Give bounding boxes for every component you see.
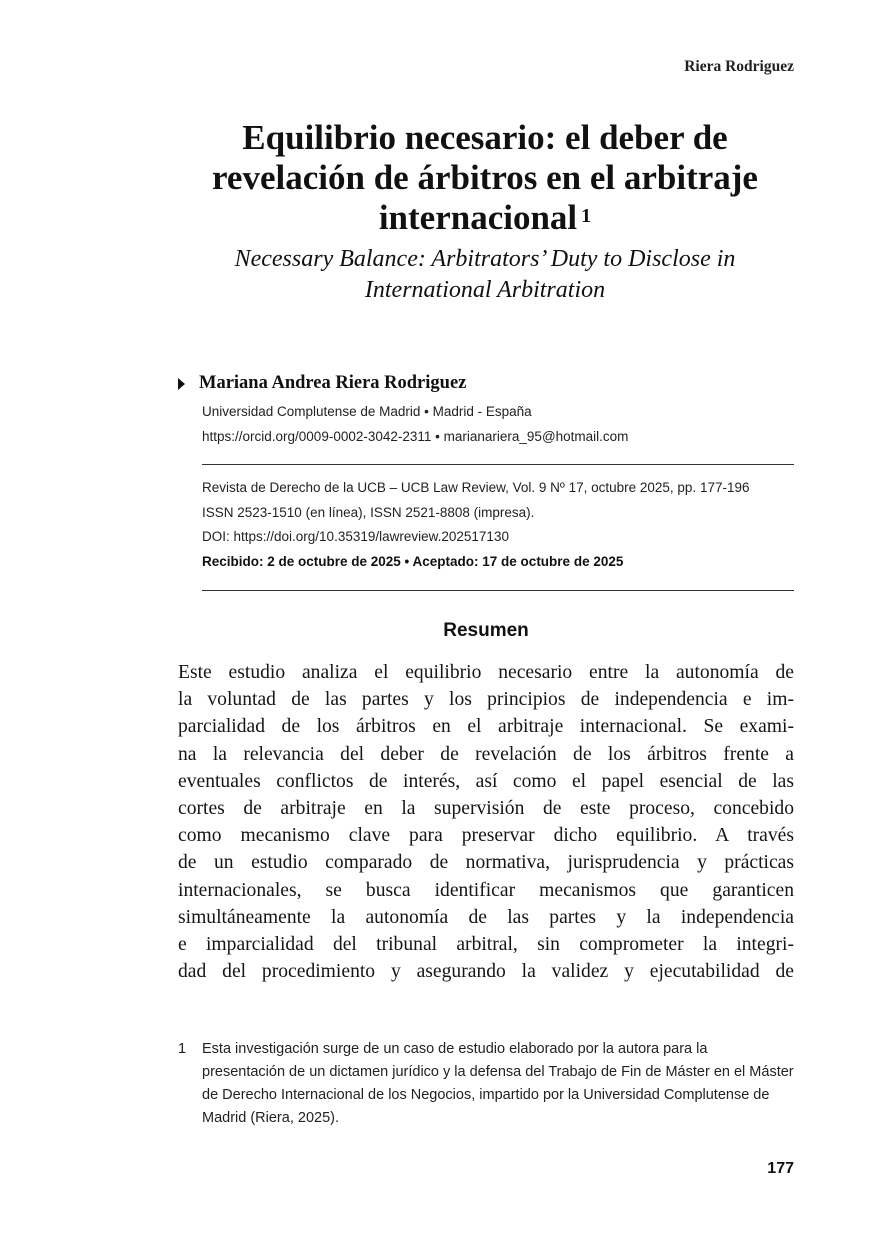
- abstract-line: internacionales, se busca identificar mecanismos que garanticen: [178, 879, 794, 901]
- abstract-line: la voluntad de las partes y los principios de independencia e im-: [178, 689, 794, 711]
- title-line: revelación de árbitros en el arbitraje: [212, 158, 758, 197]
- divider: [202, 464, 794, 465]
- title-block: [180, 118, 790, 306]
- subtitle-line: International Arbitration: [364, 277, 606, 303]
- author-contact[interactable]: https://orcid.org/0009-0002-3042-2311 • marianariera_95@hotmail.com: [202, 429, 629, 444]
- abstract-line: na la relevancia del deber de revelación de los árbitros frente a: [178, 743, 794, 765]
- abstract-line: Este estudio analiza el equilibrio necesario entre la autonomía de: [178, 662, 794, 683]
- abstract-line: como mecanismo clave para preservar dicho equilibrio. A través: [178, 825, 794, 847]
- abstract-line: parcialidad de los árbitros en el arbitraje internacional. Se exami-: [178, 716, 794, 738]
- title-line: Equilibrio necesario: el deber de: [242, 118, 728, 157]
- journal-citation: Revista de Derecho de la UCB – UCB Law Review, Vol. 9 Nº 17, octubre 2025, pp. 177-196: [202, 480, 750, 495]
- abstract-line: cortes de arbitraje en la supervisión de este proceso, concebido: [178, 798, 794, 820]
- footnote-number: 1: [178, 1041, 187, 1057]
- abstract-body: [178, 659, 794, 985]
- article-title: [180, 118, 790, 238]
- footnote: [178, 1038, 794, 1130]
- running-head: Riera Rodriguez: [684, 58, 794, 75]
- footnote-text: Esta investigación surge de un caso de estudio elaborado por la autora para la presentación de un dictamen jurídico y la defensa del Trabajo de Fin de Máster en el Máster de Derecho Internacional de los Negocios, impartido por la Universidad Complutense de Madrid (Riera, 2025).: [202, 1041, 794, 1126]
- issn: ISSN 2523-1510 (en línea), ISSN 2521-8808 (impresa).: [202, 505, 535, 520]
- page-number: 177: [767, 1160, 794, 1177]
- author-row: [178, 373, 466, 394]
- abstract-line: e imparcialidad del tribunal arbitral, sin comprometer la integri-: [178, 934, 794, 956]
- author-affiliation: Universidad Complutense de Madrid • Madrid - España: [202, 404, 532, 419]
- abstract-heading: Resumen: [443, 620, 529, 641]
- abstract-line: dad del procedimiento y asegurando la validez y ejecutabilidad de: [178, 961, 794, 983]
- author-name: Mariana Andrea Riera Rodriguez: [199, 373, 467, 393]
- doi-link[interactable]: DOI: https://doi.org/10.35319/lawreview.202517130: [202, 529, 509, 544]
- article-subtitle: [180, 244, 790, 306]
- abstract-line: simultáneamente la autonomía de las partes y la independencia: [178, 906, 794, 928]
- abstract-line: de un estudio comparado de normativa, jurisprudencia y prácticas: [178, 852, 794, 874]
- dates: Recibido: 2 de octubre de 2025 • Aceptado: 17 de octubre de 2025: [202, 554, 624, 569]
- title-line: internacional: [378, 198, 578, 237]
- triangle-bullet-icon: [178, 378, 185, 390]
- abstract-line: eventuales conflictos de interés, así como el papel esencial de las: [178, 770, 794, 792]
- title-footnote-marker[interactable]: 1: [581, 205, 592, 227]
- divider: [202, 590, 794, 591]
- subtitle-line: Necessary Balance: Arbitrators’ Duty to Disclose in: [234, 246, 736, 272]
